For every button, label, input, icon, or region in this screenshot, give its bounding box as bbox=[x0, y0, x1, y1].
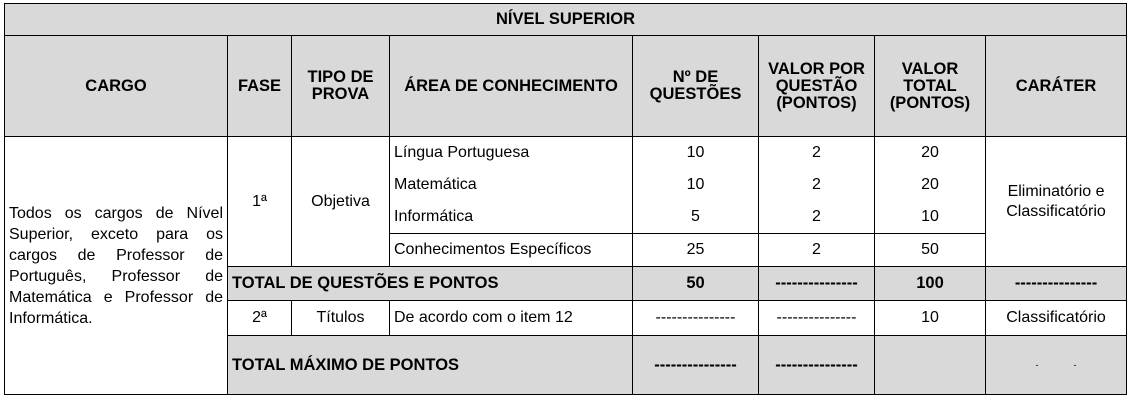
total-questoes-valor: --------------- bbox=[759, 267, 875, 301]
header-valor-total: VALOR TOTAL (PONTOS) bbox=[875, 36, 986, 137]
area-cell: Matemática bbox=[390, 169, 633, 201]
total-cell: 20 bbox=[875, 137, 986, 170]
valor-cell: 2 bbox=[759, 234, 875, 267]
area-cell: Informática bbox=[390, 201, 633, 234]
questoes-cell: 10 bbox=[633, 169, 759, 201]
total-questoes-count: 50 bbox=[633, 267, 759, 301]
valor-cell: 2 bbox=[759, 137, 875, 170]
questoes-cell: 25 bbox=[633, 234, 759, 267]
fase-1: 1ª bbox=[228, 137, 292, 267]
table-title: NÍVEL SUPERIOR bbox=[5, 4, 1127, 36]
valor-cell: 2 bbox=[759, 169, 875, 201]
total-maximo-carater: - - bbox=[986, 336, 1127, 395]
header-fase: FASE bbox=[228, 36, 292, 137]
area-cell: Língua Portuguesa bbox=[390, 137, 633, 170]
total-maximo-label: TOTAL MÁXIMO DE PONTOS bbox=[228, 336, 633, 395]
header-cargo: CARGO bbox=[5, 36, 228, 137]
header-area: ÁREA DE CONHECIMENTO bbox=[390, 36, 633, 137]
carater-titulos: Classificatório bbox=[986, 301, 1127, 336]
header-carater: CARÁTER bbox=[986, 36, 1127, 137]
total-questoes-pontos: 100 bbox=[875, 267, 986, 301]
area-cell: Conhecimentos Específicos bbox=[390, 234, 633, 267]
total-titulos: 10 bbox=[875, 301, 986, 336]
header-num-questoes: Nº DE QUESTÕES bbox=[633, 36, 759, 137]
questoes-cell: 5 bbox=[633, 201, 759, 234]
total-maximo-questoes: --------------- bbox=[633, 336, 759, 395]
valor-cell: 2 bbox=[759, 201, 875, 234]
tipo-objetiva: Objetiva bbox=[292, 137, 390, 267]
header-tipo-prova: TIPO DE PROVA bbox=[292, 36, 390, 137]
exam-structure-table bbox=[4, 3, 1127, 395]
valor-titulos: --------------- bbox=[759, 301, 875, 336]
fase-2: 2ª bbox=[228, 301, 292, 336]
header-valor-questao: VALOR POR QUESTÃO (PONTOS) bbox=[759, 36, 875, 137]
cargo-cell: Todos os cargos de Nível Superior, exceto para os cargos de Professor de Português, Professor de Matemática e Professor de Informática. bbox=[5, 137, 228, 395]
total-maximo-total bbox=[875, 336, 986, 395]
total-maximo-valor: --------------- bbox=[759, 336, 875, 395]
carater-fase1: Eliminatório e Classificatório bbox=[986, 137, 1127, 267]
area-titulos: De acordo com o item 12 bbox=[390, 301, 633, 336]
tipo-titulos: Títulos bbox=[292, 301, 390, 336]
questoes-titulos: --------------- bbox=[633, 301, 759, 336]
questoes-cell: 10 bbox=[633, 137, 759, 170]
total-questoes-carater: --------------- bbox=[986, 267, 1127, 301]
total-cell: 20 bbox=[875, 169, 986, 201]
total-cell: 50 bbox=[875, 234, 986, 267]
total-cell: 10 bbox=[875, 201, 986, 234]
total-questoes-label: TOTAL DE QUESTÕES E PONTOS bbox=[228, 267, 633, 301]
